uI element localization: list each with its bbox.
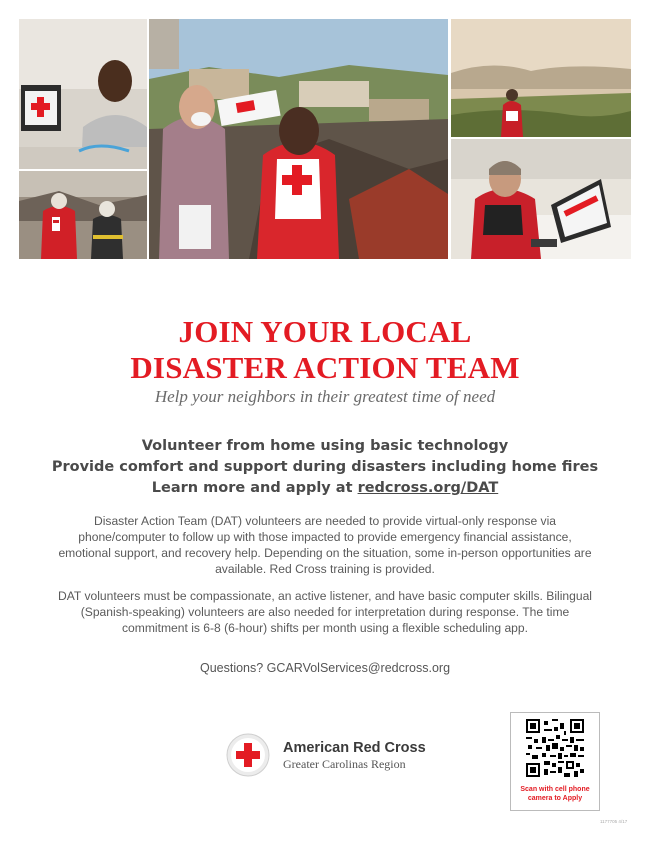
red-cross-logo-icon	[226, 733, 270, 777]
headline-line-1: JOIN YOUR LOCAL	[178, 314, 472, 349]
questions-contact: Questions? GCARVolServices@redcross.org	[199, 661, 451, 675]
highlight-line-3-prefix: Learn more and apply at	[151, 480, 358, 496]
highlight-line-2: Provide comfort and support during disasters including home fires	[51, 459, 599, 475]
logo-organization-name: American Red Cross	[283, 740, 426, 756]
print-code: 1177705 4/17	[600, 819, 628, 824]
highlight-line-1: Volunteer from home using basic technology	[141, 438, 509, 454]
qr-caption	[511, 785, 599, 803]
paragraph-requirements: DAT volunteers must be compassionate, an active listener, and have basic computer skills. Bilingual (Spanish-speaking) volunteers are also needed for interpretation during response. The time commitment is 6-8 (6-hour) shifts per month using a flexible scheduling app.	[58, 589, 592, 635]
headline-line-2: DISASTER ACTION TEAM	[130, 350, 520, 385]
photo-volunteers-neighborhood	[149, 19, 448, 259]
photo-volunteer-laptop	[19, 19, 147, 169]
photo-volunteers-fire-site	[19, 171, 147, 259]
qr-caption-line-2: camera to Apply	[527, 795, 583, 802]
photo-volunteer-smoky-field	[451, 19, 631, 137]
apply-link[interactable]: redcross.org/DAT	[357, 480, 499, 496]
qr-caption-line-1: Scan with cell phone	[520, 786, 590, 793]
qr-code-icon	[526, 719, 584, 777]
highlight-line-3	[0, 480, 650, 496]
paragraph-duties: Disaster Action Team (DAT) volunteers are needed to provide virtual-only response via phone/computer to follow up with those impacted to provide emergency financial assistance, emotional support, and recovery help. Depending on the situation, some in-person opportunities are available. Red Cross training is provided.	[58, 514, 592, 576]
logo-region-name: Greater Carolinas Region	[283, 757, 406, 771]
qr-code-box[interactable]	[510, 712, 600, 811]
tagline: Help your neighbors in their greatest time of need	[154, 387, 496, 406]
photo-volunteer-computer-desk	[451, 139, 631, 259]
